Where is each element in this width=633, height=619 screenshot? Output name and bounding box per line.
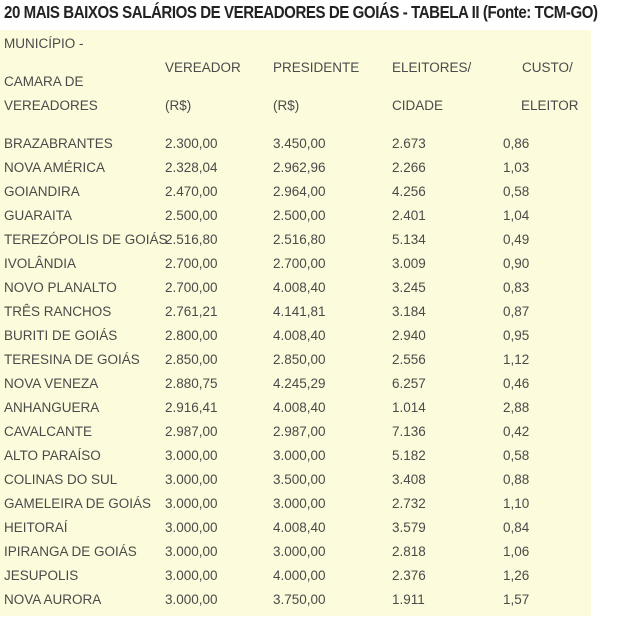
cell-eleitores: 2.556 [392, 352, 426, 367]
cell-municipio: IPIRANGA DE GOIÁS [4, 544, 137, 559]
cell-vereador: 2.500,00 [165, 208, 218, 223]
cell-presidente: 2.700,00 [273, 256, 326, 271]
cell-municipio: GOIANDIRA [4, 184, 80, 199]
cell-eleitores: 3.009 [392, 256, 426, 271]
cell-municipio: TERESINA DE GOIÁS [4, 352, 140, 367]
cell-custo: 0,87 [503, 304, 530, 319]
cell-custo: 0,83 [503, 280, 530, 295]
cell-custo: 0,95 [503, 328, 530, 343]
cell-municipio: NOVA AURORA [4, 592, 102, 607]
header-municipio-line2: CAMARA DE [4, 74, 84, 89]
cell-eleitores: 2.732 [392, 496, 426, 511]
cell-municipio: NOVA VENEZA [4, 376, 99, 391]
cell-custo: 0,46 [503, 376, 530, 391]
cell-municipio: GUARAITA [4, 208, 73, 223]
cell-custo: 0,58 [503, 448, 530, 463]
cell-vereador: 2.916,41 [165, 400, 218, 415]
cell-presidente: 4.008,40 [273, 280, 326, 295]
header-eleitores-line2: CIDADE [392, 98, 444, 113]
cell-eleitores: 3.184 [392, 304, 426, 319]
cell-eleitores: 1.911 [392, 592, 425, 607]
cell-eleitores: 2.940 [392, 328, 426, 343]
cell-municipio: BRAZABRANTES [4, 136, 113, 151]
cell-presidente: 2.850,00 [273, 352, 326, 367]
cell-vereador: 3.000,00 [165, 448, 218, 463]
cell-eleitores: 6.257 [392, 376, 426, 391]
cell-municipio: ALTO PARAÍSO [4, 448, 101, 463]
cell-custo: 1,10 [503, 496, 530, 511]
cell-presidente: 4.008,40 [273, 328, 326, 343]
cell-eleitores: 3.245 [392, 280, 426, 295]
cell-vereador: 2.470,00 [165, 184, 218, 199]
cell-custo: 0,84 [503, 520, 530, 535]
cell-presidente: 3.750,00 [273, 592, 326, 607]
cell-eleitores: 4.256 [392, 184, 426, 199]
cell-custo: 1,12 [503, 352, 530, 367]
cell-presidente: 4.008,40 [273, 520, 326, 535]
cell-vereador: 3.000,00 [165, 472, 218, 487]
header-vereador-line1: VEREADOR [165, 60, 241, 75]
cell-eleitores: 3.579 [392, 520, 426, 535]
cell-eleitores: 3.408 [392, 472, 426, 487]
cell-municipio: GAMELEIRA DE GOIÁS [4, 496, 152, 511]
header-presidente-line1: PRESIDENTE [273, 60, 360, 75]
cell-presidente: 3.000,00 [273, 496, 326, 511]
cell-vereador: 3.000,00 [165, 544, 218, 559]
cell-vereador: 2.300,00 [165, 136, 218, 151]
cell-presidente: 2.500,00 [273, 208, 326, 223]
cell-presidente: 2.964,00 [273, 184, 326, 199]
cell-eleitores: 2.401 [392, 208, 426, 223]
cell-vereador: 2.987,00 [165, 424, 218, 439]
cell-presidente: 3.500,00 [273, 472, 326, 487]
cell-municipio: CAVALCANTE [4, 424, 93, 439]
cell-eleitores: 2.673 [392, 136, 426, 151]
cell-municipio: IVOLÂNDIA [4, 256, 77, 271]
cell-vereador: 2.700,00 [165, 280, 218, 295]
cell-custo: 1,06 [503, 544, 530, 559]
header-presidente-line2: (R$) [273, 98, 300, 113]
cell-eleitores: 2.266 [392, 160, 426, 175]
cell-municipio: HEITORAÍ [4, 520, 68, 535]
cell-vereador: 3.000,00 [165, 520, 218, 535]
cell-custo: 0,90 [503, 256, 530, 271]
header-vereador-line2: (R$) [165, 98, 192, 113]
cell-custo: 0,49 [503, 232, 530, 247]
cell-vereador: 3.000,00 [165, 592, 218, 607]
header-municipio-line3: VEREADORES [4, 98, 98, 113]
cell-municipio: TRÊS RANCHOS [4, 304, 112, 319]
cell-custo: 0,42 [503, 424, 530, 439]
salary-table [0, 30, 591, 616]
cell-vereador: 2.516,80 [165, 232, 218, 247]
cell-custo: 0,88 [503, 472, 530, 487]
cell-presidente: 4.000,00 [273, 568, 326, 583]
cell-presidente: 2.987,00 [273, 424, 326, 439]
cell-eleitores: 5.182 [392, 448, 426, 463]
page-title: 20 MAIS BAIXOS SALÁRIOS DE VEREADORES DE GOIÁS - TABELA II (Fonte: TCM-GO) [4, 2, 598, 22]
cell-presidente: 4.141,81 [273, 304, 326, 319]
cell-custo: 0,86 [503, 136, 530, 151]
cell-eleitores: 7.136 [392, 424, 426, 439]
cell-presidente: 2.962,96 [273, 160, 326, 175]
cell-municipio: TEREZÓPOLIS DE GOIÁS [4, 232, 168, 247]
cell-custo: 1,57 [503, 592, 530, 607]
cell-presidente: 3.000,00 [273, 544, 326, 559]
cell-custo: 1,26 [503, 568, 530, 583]
cell-vereador: 2.700,00 [165, 256, 218, 271]
cell-eleitores: 2.818 [392, 544, 426, 559]
header-eleitores-line1: ELEITORES/ [392, 60, 472, 75]
cell-vereador: 2.328,04 [165, 160, 218, 175]
cell-municipio: NOVO PLANALTO [4, 280, 117, 295]
header-custo-line2: ELEITOR [521, 98, 579, 113]
cell-municipio: NOVA AMÉRICA [4, 160, 106, 175]
cell-municipio: BURITI DE GOIÁS [4, 328, 118, 343]
cell-presidente: 3.000,00 [273, 448, 326, 463]
cell-presidente: 4.008,40 [273, 400, 326, 415]
cell-municipio: ANHANGUERA [4, 400, 100, 415]
cell-eleitores: 1.014 [392, 400, 426, 415]
cell-custo: 0,58 [503, 184, 530, 199]
cell-eleitores: 5.134 [392, 232, 426, 247]
cell-vereador: 2.850,00 [165, 352, 218, 367]
cell-custo: 2,88 [503, 400, 530, 415]
cell-vereador: 2.880,75 [165, 376, 218, 391]
cell-custo: 1,04 [503, 208, 530, 223]
cell-presidente: 4.245,29 [273, 376, 326, 391]
cell-presidente: 2.516,80 [273, 232, 326, 247]
cell-municipio: COLINAS DO SUL [4, 472, 118, 487]
cell-vereador: 2.761,21 [165, 304, 218, 319]
cell-vereador: 2.800,00 [165, 328, 218, 343]
cell-municipio: JESUPOLIS [4, 568, 79, 583]
cell-presidente: 3.450,00 [273, 136, 326, 151]
cell-vereador: 3.000,00 [165, 496, 218, 511]
cell-eleitores: 2.376 [392, 568, 426, 583]
cell-custo: 1,03 [503, 160, 530, 175]
cell-vereador: 3.000,00 [165, 568, 218, 583]
header-custo-line1: CUSTO/ [522, 60, 573, 75]
header-municipio-line1: MUNICÍPIO - [4, 36, 84, 51]
